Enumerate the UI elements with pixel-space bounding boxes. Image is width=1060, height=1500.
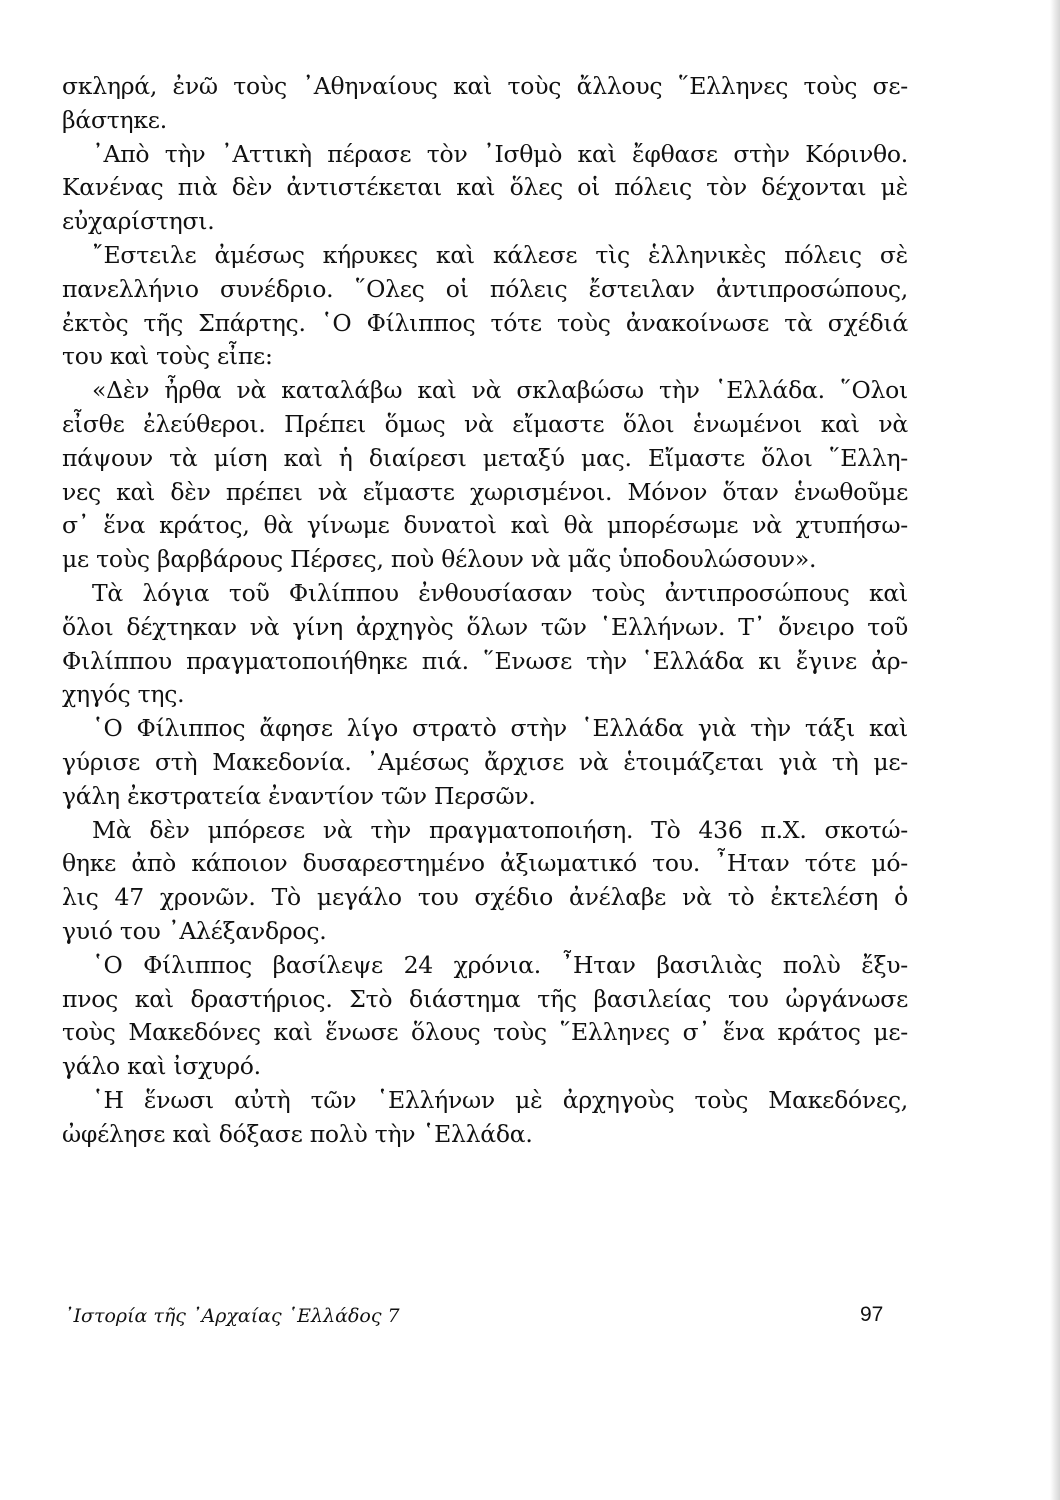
paragraph	[62, 949, 908, 1084]
paragraph	[62, 239, 908, 374]
text-line: ὠφέλησε καὶ δόξασε πολὺ τὴν ῾Ελλάδα.	[62, 1119, 533, 1148]
page-number: 97	[860, 1303, 884, 1326]
text-line: βάστηκε.	[62, 105, 167, 134]
text-line: πάψουν τὰ μίση καὶ ἡ διαίρεσι μεταξύ μας. Εἴμαστε ὅλοι ῞Ελλη-	[62, 443, 908, 472]
text-line: χηγός της.	[62, 680, 185, 709]
page-edge-shadow	[1050, 0, 1060, 1500]
paragraph	[62, 712, 908, 813]
text-line: γάλο καὶ ἰσχυρό.	[62, 1052, 261, 1081]
text-line: ἐκτὸς τῆς Σπάρτης. ῾Ο Φίλιππος τότε τοὺς ἀνακοίνωσε τὰ σχέδιά	[62, 308, 908, 337]
text-line: σκληρά, ἐνῶ τοὺς ᾿Αθηναίους καὶ τοὺς ἄλλους ῞Ελληνες τοὺς σε-	[62, 72, 908, 100]
text-line: ὅλοι δέχτηκαν νὰ γίνη ἀρχηγὸς ὅλων τῶν ῾Ελλήνων. Τ᾿ ὄνειρο τοῦ	[62, 612, 908, 641]
text-line: με τοὺς βαρβάρους Πέρσες, ποὺ θέλουν νὰ μᾶς ὑποδουλώσουν».	[62, 545, 817, 574]
paragraph	[62, 70, 908, 138]
paragraph	[62, 138, 908, 239]
paragraph	[62, 374, 908, 577]
text-line: θηκε ἀπὸ κάποιον δυσαρεστημένο ἀξιωματικό του. ῏Ηταν τότε μό-	[62, 849, 908, 878]
body-text	[62, 70, 908, 1152]
text-line: λις 47 χρονῶν. Τὸ μεγάλο του σχέδιο ἀνέλαβε νὰ τὸ ἐκτελέση ὁ	[62, 883, 908, 912]
text-line: Μὰ δὲν μπόρεσε νὰ τὴν πραγματοποιήση. Τὸ 436 π.Χ. σκοτώ-	[92, 815, 908, 844]
text-line: ᾿Απὸ τὴν ᾿Αττικὴ πέρασε τὸν ᾿Ισθμὸ καὶ ἔφθασε στὴν Κόρινθο.	[92, 139, 908, 168]
text-line: εὐχαρίστησι.	[62, 207, 215, 236]
paragraph	[62, 1084, 908, 1152]
text-line: εἶσθε ἐλεύθεροι. Πρέπει ὅμως νὰ εἴμαστε ὅλοι ἑνωμένοι καὶ νὰ	[62, 409, 908, 438]
paragraph	[62, 814, 908, 949]
text-line: Κανένας πιὰ δὲν ἀντιστέκεται καὶ ὅλες οἱ πόλεις τὸν δέχονται μὲ	[62, 173, 908, 202]
text-line: γύρισε στὴ Μακεδονία. ᾿Αμέσως ἄρχισε νὰ ἑτοιμάζεται γιὰ τὴ με-	[62, 747, 908, 776]
text-line: Φιλίππου πραγματοποιήθηκε πιά. ῞Ενωσε τὴν ῾Ελλάδα κι ἔγινε ἀρ-	[62, 646, 908, 675]
text-line: ῎Εστειλε ἀμέσως κήρυκες καὶ κάλεσε τὶς ἑλληνικὲς πόλεις σὲ	[92, 240, 908, 269]
text-line: σ᾿ ἕνα κράτος, θὰ γίνωμε δυνατοὶ καὶ θὰ μπορέσωμε νὰ χτυπήσω-	[62, 511, 908, 540]
text-line: γάλη ἐκστρατεία ἐναντίον τῶν Περσῶν.	[62, 781, 536, 810]
text-line: «Δὲν ἦρθα νὰ καταλάβω καὶ νὰ σκλαβώσω τὴν ῾Ελλάδα. ῞Ολοι	[92, 376, 908, 405]
text-line: τοὺς Μακεδόνες καὶ ἕνωσε ὅλους τοὺς ῞Ελληνες σ᾿ ἕνα κράτος με-	[62, 1018, 908, 1047]
text-line: ῾Ο Φίλιππος ἄφησε λίγο στρατὸ στὴν ῾Ελλάδα γιὰ τὴν τάξι καὶ	[92, 714, 908, 743]
text-line: πανελλήνιο συνέδριο. ῞Ολες οἱ πόλεις ἔστειλαν ἀντιπροσώπους,	[62, 274, 908, 303]
text-line: νες καὶ δὲν πρέπει νὰ εἴμαστε χωρισμένοι. Μόνον ὅταν ἑνωθοῦμε	[62, 477, 908, 506]
paragraph	[62, 577, 908, 712]
footer-book-title: ᾿Ιστορία τῆς ᾿Αρχαίας ῾Ελλάδος 7	[64, 1305, 400, 1327]
text-line: πνος καὶ δραστήριος. Στὸ διάστημα τῆς βασιλείας του ὠργάνωσε	[62, 984, 908, 1013]
text-line: του καὶ τοὺς εἶπε:	[62, 342, 273, 371]
text-line: γυιό του ᾿Αλέξανδρος.	[62, 916, 327, 945]
text-line: ῾Η ἕνωσι αὐτὴ τῶν ῾Ελλήνων μὲ ἀρχηγοὺς τοὺς Μακεδόνες,	[92, 1085, 908, 1114]
text-line: ῾Ο Φίλιππος βασίλεψε 24 χρόνια. ῏Ηταν βασιλιὰς πολὺ ἔξυ-	[92, 950, 908, 979]
text-line: Τὰ λόγια τοῦ Φιλίππου ἐνθουσίασαν τοὺς ἀντιπροσώπους καὶ	[92, 578, 908, 607]
